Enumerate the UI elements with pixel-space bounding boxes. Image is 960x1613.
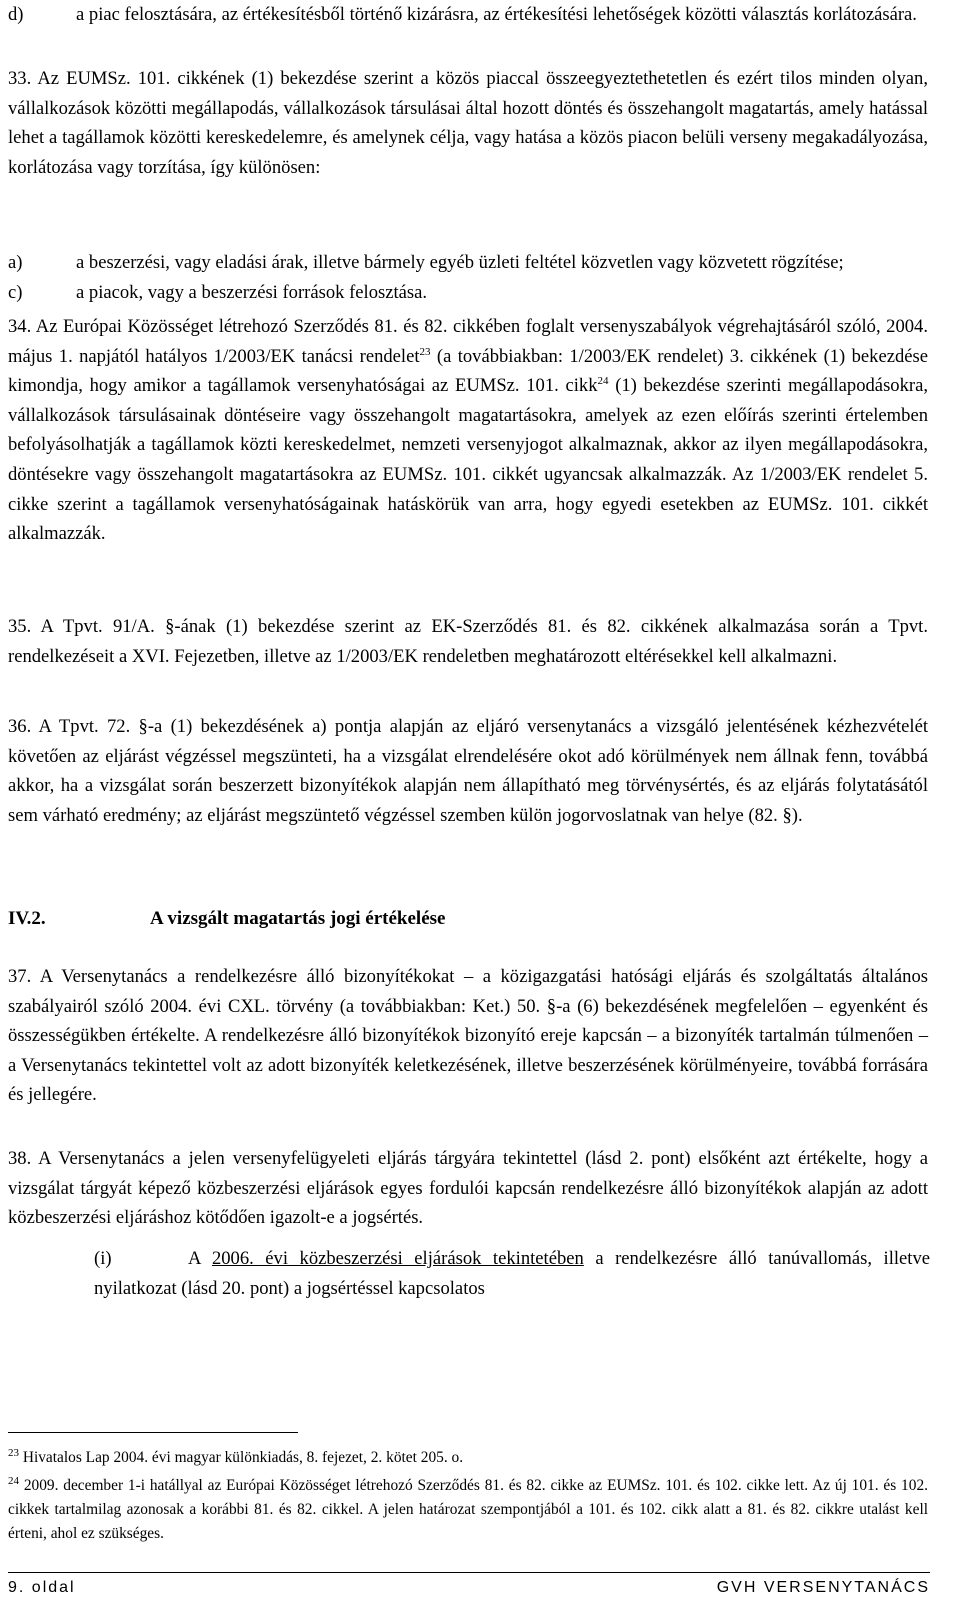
sub-item-label: (i) <box>94 1248 112 1269</box>
paragraph-33: 33. Az EUMSz. 101. cikkének (1) bekezdése szerint a közös piaccal összeegyeztethetetlen és ezért tilos minden olyan, vállalkozások közötti megállapodás, vállalkozások társulásai által hozott döntés és összehangolt magatartás, amely hatással lehet a tagállamok közötti kereskedelemre, és amelynek célja, vagy hatása a közös piacon belüli verseny megakadályozása, korlátozása vagy torzítása, így különösen: <box>8 68 928 178</box>
list-item-d <box>8 0 928 30</box>
list-item-text: a piac felosztására, az értékesítésből történő kizárásra, az értékesítési lehetőségek közötti választás korlátozására. <box>76 4 917 25</box>
list-item-label: d) <box>8 4 24 25</box>
paragraph-37: 37. A Versenytanács a rendelkezésre álló bizonyítékokat – a közigazgatási hatósági eljárás és szolgáltatás általános szabályairól szóló 2004. évi CXL. törvény (a továbbiakban: Ket.) 50. §-a (6) bekezdésének megfelelően – egyenként és összességükben értékelte. A rendelkezésre álló bizonyítékok bizonyító ereje kapcsán – a bizonyíték tartalmán túlmenően – a Versenytanács tekintettel volt az adott bizonyíték keletkezésének, illetve beszerzésének körülményeire, továbbá forrására és jellegére. <box>8 966 928 1106</box>
footnote-number: 24 <box>8 1474 19 1487</box>
footnotes <box>8 1446 928 1550</box>
list-item-label: a) <box>8 252 23 273</box>
footnote-ref-23[interactable]: 23 <box>419 345 431 358</box>
footnote-24 <box>8 1474 928 1546</box>
paragraph-36: 36. A Tpvt. 72. §-a (1) bekezdésének a) pontja alapján az eljáró versenytanács a vizsgáló jelentésének kézhezvételét követően az eljárást végzéssel megszünteti, ha a vizsgálat elrendelésére okot adó körülmények nem állnak fenn, továbbá akkor, ha a vizsgálat során beszerzett bizonyítékok alapján nem állapítható meg törvénysértés, és az eljárás folytatásától sem várható eredmény; az eljárást megszüntető végzéssel szemben külön jogorvoslatnak van helye (82. §). <box>8 716 928 826</box>
footnote-text: 2009. december 1-i hatállyal az Európai Közösséget létrehozó Szerződés 81. és 82. cikke az EUMSz. 101. és 102. cikke lett. Az új 101. és 102. cikkek tartalmilag azonosak a korábbi 81. és 82. cikkel. A jelen határozat szempontjából a 101. és 102. cikk alatt a 81. és 82. cikkre utalást kell érteni, ahol ez szükséges. <box>8 1477 928 1542</box>
sub-item-i <box>94 1244 930 1303</box>
list-item-text: a beszerzési, vagy eladási árak, illetve bármely egyéb üzleti feltétel közvetlen vagy közvetett rögzítése; <box>76 252 844 273</box>
list-item-label: c) <box>8 282 23 303</box>
section-number: IV.2. <box>8 908 46 929</box>
footnote-number: 23 <box>8 1446 19 1459</box>
paragraph-35: 35. A Tpvt. 91/A. §-ának (1) bekezdése szerint az EK-Szerződés 81. és 82. cikkének alkalmazása során a Tpvt. rendelkezéseit a XVI. Fejezetben, illetve az 1/2003/EK rendeletben meghatározott eltérésekkel kell alkalmazni. <box>8 616 928 667</box>
list-item-text: a piacok, vagy a beszerzési források felosztása. <box>76 282 428 303</box>
footnote-23 <box>8 1446 928 1470</box>
page-number: 9. oldal <box>8 1579 76 1596</box>
paragraph-38: 38. A Versenytanács a jelen versenyfelügyeleti eljárás tárgyára tekintettel (lásd 2. pont) elsőként azt értékelte, hogy a vizsgálat tárgyát képező közbeszerzési eljárások egyes fordulói kapcsán rendelkezésre álló bizonyítékok alapján az adott közbeszerzési eljáráshoz kötődően igazolt-e a jogsértés. <box>8 1148 928 1229</box>
footnote-ref-24[interactable]: 24 <box>597 375 609 387</box>
sub-item-post: a rendelkezésre álló tanúvallomás, illetve nyilatkozat (lásd 20. pont) a jogsértéssel kapcsolatos <box>94 1248 930 1299</box>
footnote-separator <box>8 1432 298 1433</box>
sub-item-pre: A <box>188 1248 212 1269</box>
sub-item-underlined: 2006. évi közbeszerzési eljárások tekintetében <box>211 1248 584 1269</box>
footnote-text: Hivatalos Lap 2004. évi magyar különkiadás, 8. fejezet, 2. kötet 205. o. <box>19 1449 464 1466</box>
footer-separator <box>8 1572 930 1573</box>
section-title: A vizsgált magatartás jogi értékelése <box>150 908 446 929</box>
footer-organization: GVH VERSENYTANÁCS <box>716 1579 930 1596</box>
paragraph-34-part3: (1) bekezdése szerinti megállapodásokra, vállalkozások társulásainak döntéseire vagy összehangolt magatartásokra, amelyek az ezen előírás szerinti értelemben befolyásolhatják a tagállamok közti kereskedelmet, nemzeti versenyjogot alkalmaznak, akkor az ilyen megállapodásokra, döntésekre vagy összehangolt magatartásokra az EUMSz. 101. cikkét ugyancsak alkalmazzák. Az 1/2003/EK rendelet 5. cikke szerint a tagállamok versenyhatóságainak hatáskörük van arra, hogy egyedi esetekben az EUMSz. 101. cikkét alkalmazzák. <box>8 375 928 545</box>
paragraph-34 <box>8 312 928 549</box>
list-item-a <box>8 248 928 278</box>
paragraph-34-part1: 34. Az Európai Közösséget létrehozó Szerződés 81. és 82. cikkében foglalt versenyszabályok végrehajtásáról szóló, 2004. május 1. napjától hatályos 1/2003/EK tanácsi rendelet <box>8 316 928 367</box>
section-heading <box>8 908 445 930</box>
list-item-c <box>8 278 928 308</box>
paragraph-34-part2: (a továbbiakban: 1/2003/EK rendelet) 3. cikkének (1) bekezdése kimondja, hogy amikor a tagállamok versenyhatóságai az EUMSz. 101. cikk <box>8 345 929 397</box>
